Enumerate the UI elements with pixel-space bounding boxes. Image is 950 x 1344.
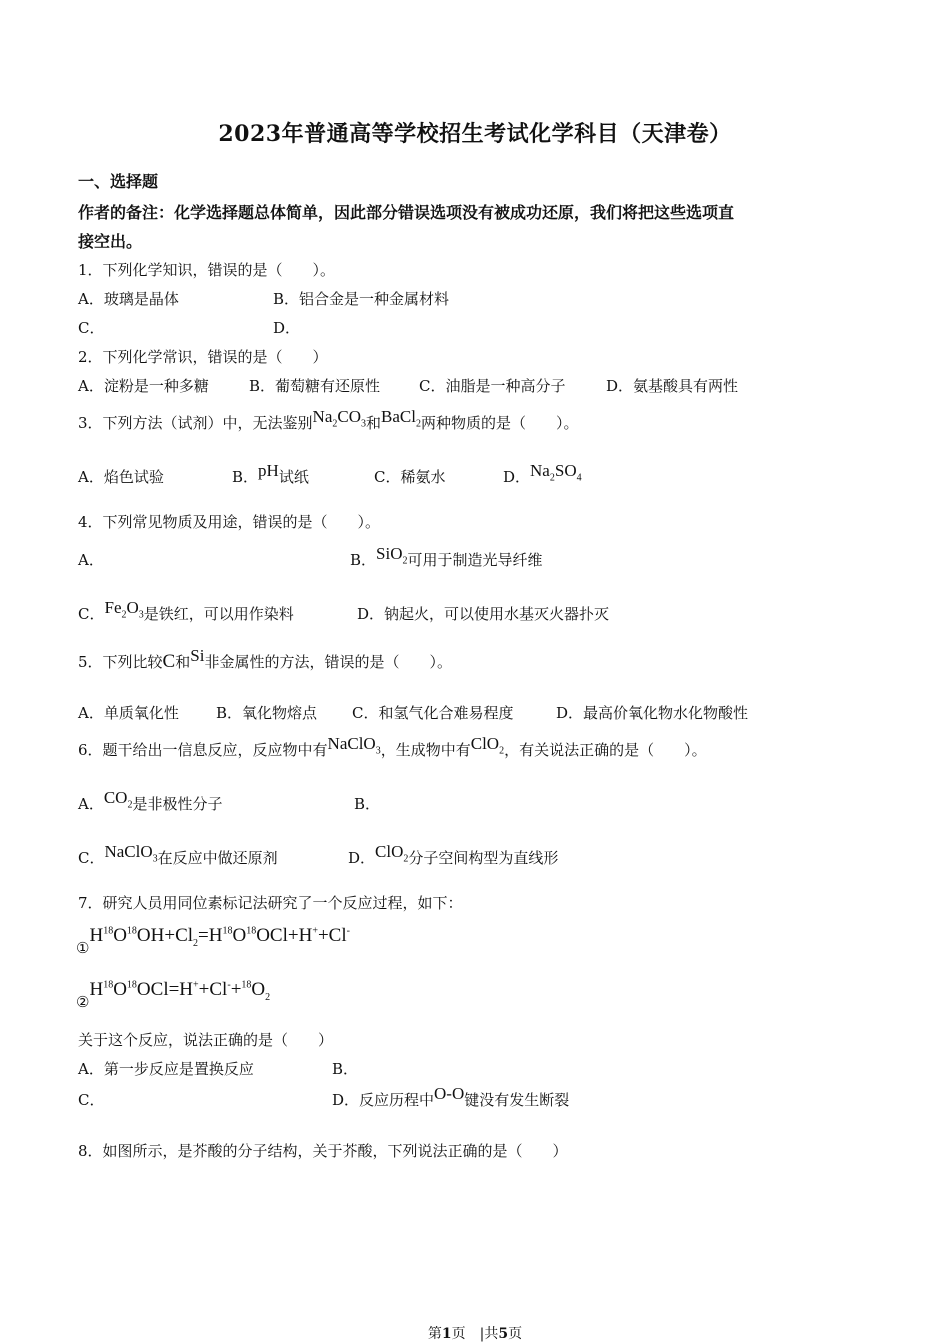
q1-option-d: D．: [273, 319, 301, 337]
author-note-line-2: 接空出。: [78, 232, 143, 251]
q3-option-b: B．pH试纸: [232, 461, 309, 486]
q2-option-b: B．葡萄糖有还原性: [249, 377, 381, 395]
question-2-stem: 2．下列化学常识，错误的是（ ）: [78, 348, 328, 366]
question-8-stem: 8．如图所示，是芥酸的分子结构，关于芥酸，下列说法正确的是（ ）: [78, 1142, 568, 1160]
q2-option-c: C．油脂是一种高分子: [419, 377, 566, 395]
q5-option-a: A．单质氧化性: [78, 704, 179, 722]
q1-option-a: A．玻璃是晶体: [78, 290, 179, 308]
q3-option-a: A．焰色试验: [78, 468, 164, 486]
q4-option-a: A．: [78, 551, 104, 569]
q5-option-d: D．最高价氧化物水化物酸性: [556, 704, 749, 722]
q5-option-b: B．氧化物熔点: [216, 704, 318, 722]
q6-option-a: A．$CO_2$是非极性分子: [78, 788, 223, 813]
question-5-stem: 5．下列比较C和Si非金属性的方法，错误的是（ ）。: [78, 646, 452, 672]
q5-option-c: C．和氢气化合难易程度: [352, 704, 514, 722]
author-note-line-1: 作者的备注：化学选择题总体简单，因此部分错误选项没有被成功还原，我们将把这些选项直: [78, 203, 735, 222]
q4-option-c: C．$Fe_2O_3$是铁红，可以用作染料: [78, 598, 294, 623]
q6-option-b: B．: [354, 795, 381, 813]
q6-option-c: C．NaClO$_3$在反应中做还原剂: [78, 842, 278, 867]
q3-option-c: C．稀氨水: [374, 468, 446, 486]
q7-ask: 关于这个反应，说法正确的是（ ）: [78, 1031, 334, 1049]
page-footer: 第1页 |共5页: [427, 1326, 523, 1342]
q7-option-a: A．第一步反应是置换反应: [78, 1060, 254, 1078]
q3-formula-na2co3: $Na_2CO_3$: [312, 407, 366, 430]
question-1-stem: 1．下列化学知识，错误的是（ ）。: [78, 261, 336, 279]
question-6-stem: 6．题干给出一信息反应，反应物中有NaClO$_3$，生成物中有ClO$_2$，有关说法正确的是（ ）。: [78, 734, 707, 759]
q7-option-b: B．: [332, 1060, 359, 1078]
question-3-stem: 3．下列方法（试剂）中，无法鉴别$Na_2CO_3$和BaCl$_2$两种物质的是（ ）。: [78, 407, 579, 432]
q1-option-c: C．: [78, 319, 105, 337]
page-title: 2023年普通高等学校招生考试化学科目（天津卷）: [218, 121, 732, 147]
q6-option-d: D．ClO$_2$分子空间构型为直线形: [348, 842, 559, 867]
q7-reaction-1: $①H^{18}O^{18}OH+Cl_2=H^{18}O^{18}OCl+H^++Cl^-$: [76, 925, 350, 958]
q4-option-d: D．钠起火，可以使用水基灭火器扑灭: [357, 605, 610, 623]
q2-option-d: D．氨基酸具有两性: [606, 377, 739, 395]
q1-option-b: B．铝合金是一种金属材料: [273, 290, 450, 308]
q7-option-c: C．: [78, 1091, 105, 1109]
q4-option-b: B．SiO$_2$可用于制造光导纤维: [350, 544, 543, 569]
q2-option-a: A．淀粉是一种多糖: [78, 377, 209, 395]
question-7-stem: 7．研究人员用同位素标记法研究了一个反应过程，如下：: [78, 894, 463, 912]
q3-formula-bacl2: BaCl$_2$: [381, 407, 421, 430]
q3-stem-pre: 3．下列方法（试剂）中，无法鉴别: [78, 414, 313, 432]
question-4-stem: 4．下列常见物质及用途，错误的是（ ）。: [78, 513, 381, 531]
q3-option-d: D．$Na_2SO_4$: [503, 461, 582, 486]
q7-option-d: D．反应历程中O-O键没有发生断裂: [332, 1084, 570, 1109]
section-heading: 一、选择题: [78, 172, 159, 191]
q7-reaction-2: $②H^{18}O^{18}OCl=H^++Cl^-+^{18}O_2$: [76, 979, 271, 1012]
